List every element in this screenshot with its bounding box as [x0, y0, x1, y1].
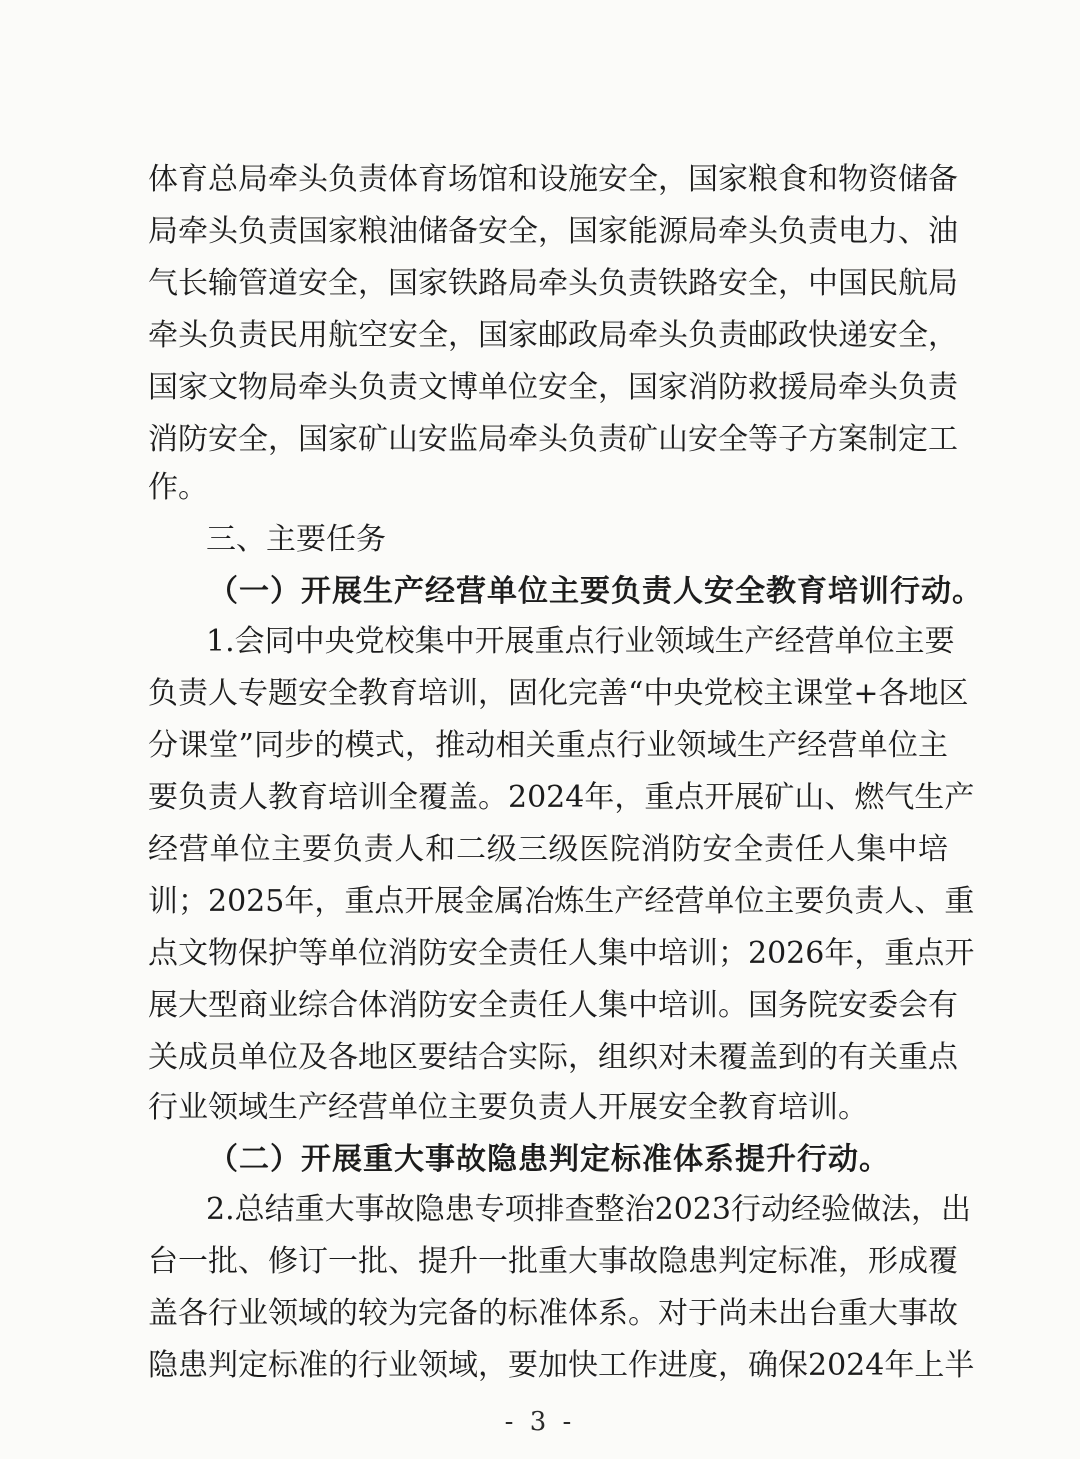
para1-line: 点文物保护等单位消防安全责任人集中培训；2026年，重点开	[148, 936, 975, 971]
para2-line: 2.总结重大事故隐患专项排查整治2023行动经验做法，出	[206, 1192, 971, 1227]
body-line: 局牵头负责国家粮油储备安全，国家能源局牵头负责电力、油	[148, 214, 958, 249]
section-heading: 三、主要任务	[206, 522, 386, 557]
para2-line: 盖各行业领域的较为完备的标准体系。对于尚未出台重大事故	[148, 1296, 958, 1331]
para2-line: 隐患判定标准的行业领域，要加快工作进度，确保2024年上半	[148, 1348, 975, 1383]
para1-line: 训；2025年，重点开展金属冶炼生产经营单位主要负责人、重	[148, 884, 975, 919]
subheading-2: （二）开展重大事故隐患判定标准体系提升行动。	[208, 1142, 890, 1177]
body-line: 体育总局牵头负责体育场馆和设施安全，国家粮食和物资储备	[148, 162, 958, 197]
page-number: - 3 -	[504, 1407, 576, 1437]
para1-line: 负责人专题安全教育培训，固化完善“中央党校主课堂+各地区	[148, 676, 969, 711]
body-line: 消防安全，国家矿山安监局牵头负责矿山安全等子方案制定工	[148, 422, 958, 457]
para1-line: 关成员单位及各地区要结合实际，组织对未覆盖到的有关重点	[148, 1040, 958, 1075]
para2-line: 台一批、修订一批、提升一批重大事故隐患判定标准，形成覆	[148, 1244, 958, 1279]
para1-line: 经营单位主要负责人和二级三级医院消防安全责任人集中培	[148, 832, 948, 867]
subheading-1: （一）开展生产经营单位主要负责人安全教育培训行动。	[208, 574, 983, 609]
para1-line: 要负责人教育培训全覆盖。2024年，重点开展矿山、燃气生产	[148, 780, 975, 815]
para1-line: 行业领域生产经营单位主要负责人开展安全教育培训。	[148, 1090, 868, 1125]
body-line: 作。	[148, 470, 208, 505]
body-line: 国家文物局牵头负责文博单位安全，国家消防救援局牵头负责	[148, 370, 958, 405]
para1-line: 分课堂”同步的模式，推动相关重点行业领域生产经营单位主	[148, 728, 948, 763]
body-line: 气长输管道安全，国家铁路局牵头负责铁路安全，中国民航局	[148, 266, 958, 301]
para1-line: 1.会同中央党校集中开展重点行业领域生产经营单位主要	[206, 624, 955, 659]
para1-line: 展大型商业综合体消防安全责任人集中培训。国务院安委会有	[148, 988, 958, 1023]
body-line: 牵头负责民用航空安全，国家邮政局牵头负责邮政快递安全，	[148, 318, 958, 353]
